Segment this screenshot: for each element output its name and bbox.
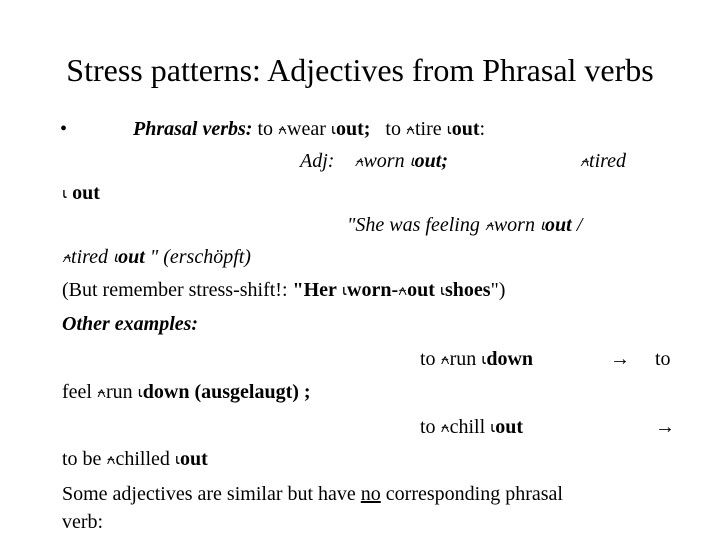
word-chill: chill <box>449 416 486 438</box>
verb-line: verb: <box>62 511 104 533</box>
secondary-stress-icon: ⍳ <box>330 122 336 138</box>
primary-stress-icon: ⍲ <box>96 385 106 401</box>
slide-title: Stress patterns: Adjectives from Phrasal verbs <box>66 52 654 88</box>
text: to <box>420 416 441 438</box>
text: ") <box>490 279 506 301</box>
word-wear: wear <box>287 118 326 140</box>
phrasal-verbs-label: Phrasal verbs: <box>133 118 253 140</box>
secondary-stress-icon: ⍳ <box>481 352 487 368</box>
primary-stress-icon: ⍲ <box>62 250 72 266</box>
word-run: run <box>106 381 133 403</box>
word-to: to <box>655 348 671 370</box>
text: to <box>385 118 406 140</box>
primary-stress-icon: ⍲ <box>278 122 288 138</box>
secondary-stress-icon: ⍳ <box>341 283 347 299</box>
text: to <box>252 118 279 140</box>
word-out: out <box>118 246 145 268</box>
word-out: out <box>545 214 572 236</box>
word-out: out <box>451 118 480 140</box>
primary-stress-icon: ⍲ <box>106 452 116 468</box>
primary-stress-icon: ⍲ <box>440 420 450 436</box>
word-out: out <box>495 416 523 438</box>
adj-tired <box>580 148 626 174</box>
adj-line <box>300 148 448 174</box>
secondary-stress-icon: ⍳ <box>113 250 119 266</box>
stress-shift-line <box>62 277 505 303</box>
similar-adjectives-line <box>62 481 563 507</box>
text: to be <box>62 448 107 470</box>
word-tire: tire <box>415 118 442 140</box>
word-down: down <box>486 348 534 370</box>
word-run: run <box>449 348 477 370</box>
word-shoes: shoes <box>445 279 491 301</box>
bullet: • <box>60 118 68 140</box>
chilled-out-line <box>62 446 208 472</box>
secondary-stress-icon: ⍳ <box>439 283 445 299</box>
text: / <box>571 214 583 236</box>
word-worn: worn- <box>347 279 399 301</box>
text: : <box>479 118 486 140</box>
adj-label: Adj: <box>300 150 335 172</box>
word-down-gloss: down (ausgelaugt) ; <box>142 381 311 403</box>
other-examples-heading: Other examples: <box>62 313 199 335</box>
primary-stress-icon: ⍲ <box>580 154 590 170</box>
word-no: no <box>360 483 381 505</box>
secondary-stress-icon: ⍳ <box>174 452 180 468</box>
text: feel <box>62 381 97 403</box>
primary-stress-icon: ⍲ <box>354 154 364 170</box>
secondary-stress-icon: ⍳ <box>62 186 68 202</box>
text: Some adjectives are similar but have <box>62 483 361 505</box>
word-chilled: chilled <box>115 448 170 470</box>
example-worn-line <box>347 212 582 238</box>
word-tired: tired <box>71 246 109 268</box>
word-worn: worn <box>493 214 535 236</box>
word-out: out <box>407 279 435 301</box>
word-tired: tired <box>589 150 627 172</box>
primary-stress-icon: ⍲ <box>398 283 408 299</box>
example-tired-line <box>62 244 251 270</box>
arrow-icon: → <box>655 416 675 438</box>
text: " (erschöpft) <box>149 246 251 268</box>
text: (But remember stress-shift!: <box>62 279 293 301</box>
word-out: out; <box>335 118 371 140</box>
primary-stress-icon: ⍲ <box>440 352 450 368</box>
secondary-stress-icon: ⍳ <box>137 385 143 401</box>
text: "She was feeling <box>347 214 485 236</box>
run-down-line <box>420 346 533 372</box>
secondary-stress-icon: ⍳ <box>490 420 496 436</box>
primary-stress-icon: ⍲ <box>484 218 494 234</box>
word-out: out; <box>414 150 448 172</box>
secondary-stress-icon: ⍳ <box>446 122 452 138</box>
arrow-icon: → <box>610 348 630 370</box>
primary-stress-icon: ⍲ <box>405 122 415 138</box>
feel-run-down-line <box>62 379 311 405</box>
secondary-stress-icon: ⍳ <box>409 154 415 170</box>
chill-out-line <box>420 414 523 440</box>
word-out: out <box>72 182 100 204</box>
word-her: "Her <box>292 279 337 301</box>
out-line <box>62 180 100 206</box>
word-out: out <box>179 448 208 470</box>
phrasal-verbs-line <box>133 116 485 142</box>
word-worn: worn <box>363 150 405 172</box>
text: to <box>420 348 441 370</box>
secondary-stress-icon: ⍳ <box>539 218 546 234</box>
text: corresponding phrasal <box>380 483 563 505</box>
